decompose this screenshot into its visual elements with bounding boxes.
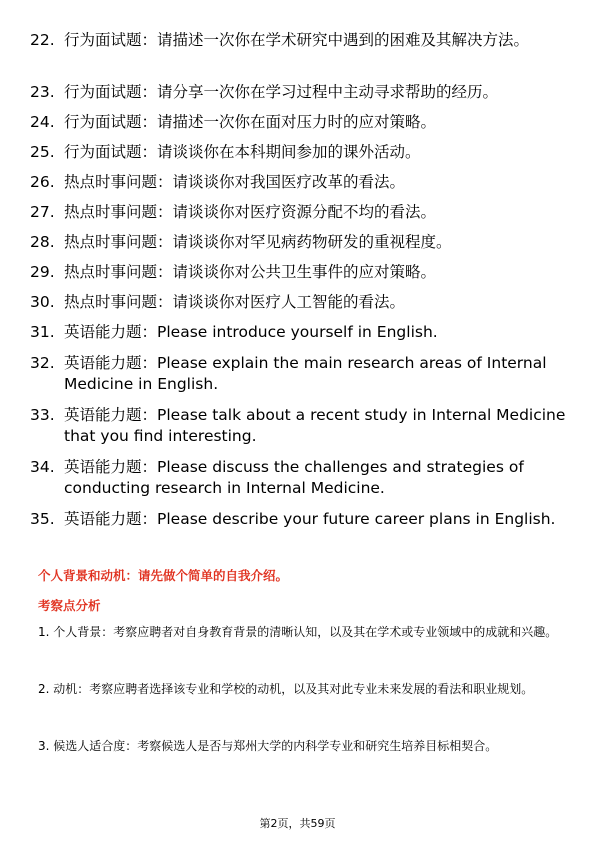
question-number: 27. [30, 203, 55, 221]
question-text: 英语能力题：Please talk about a recent study in Internal Medicine that you find interesting. [64, 406, 566, 445]
question-number: 30. [30, 293, 55, 311]
question-text: 英语能力题：Please introduce yourself in English. [64, 323, 438, 341]
question-text: 热点时事问题：请谈谈你对罕见病药物研发的重视程度。 [64, 233, 452, 251]
question-number: 26. [30, 173, 55, 191]
question-text: 热点时事问题：请谈谈你对公共卫生事件的应对策略。 [64, 263, 437, 281]
question-number: 35. [30, 510, 55, 528]
question-text: 英语能力题：Please discuss the challenges and strategies of conducting research in Internal Medicine. [64, 458, 524, 497]
section-title: 个人背景和动机：请先做个简单的自我介绍。 [38, 568, 289, 583]
question-text: 行为面试题：请描述一次你在学术研究中遇到的困难及其解决方法。 [64, 31, 530, 49]
analysis-item: 2. 动机：考察应聘者选择该专业和学校的动机，以及其对此专业未来发展的看法和职业规划。 [38, 682, 534, 696]
question-number: 33. [30, 406, 55, 424]
question-number: 22. [30, 31, 55, 49]
analysis-item: 3. 候选人适合度：考察候选人是否与郑州大学的内科学专业和研究生培养目标相契合。 [38, 739, 498, 753]
question-number: 34. [30, 458, 55, 476]
question-number: 32. [30, 354, 55, 372]
question-text: 行为面试题：请谈谈你在本科期间参加的课外活动。 [64, 143, 421, 161]
page-number: 第2页，共59页 [259, 817, 336, 830]
question-text: 英语能力题：Please explain the main research areas of Internal Medicine in English. [64, 354, 547, 393]
question-number: 29. [30, 263, 55, 281]
question-number: 24. [30, 113, 55, 131]
question-number: 25. [30, 143, 55, 161]
question-text: 热点时事问题：请谈谈你对医疗资源分配不均的看法。 [64, 203, 437, 221]
question-text: 热点时事问题：请谈谈你对医疗人工智能的看法。 [64, 293, 406, 311]
analysis-item: 1. 个人背景：考察应聘者对自身教育背景的清晰认知，以及其在学术或专业领域中的成就和兴趣。 [38, 625, 558, 639]
question-text: 英语能力题：Please describe your future career plans in English. [64, 510, 556, 528]
question-text: 行为面试题：请描述一次你在面对压力时的应对策略。 [64, 113, 437, 131]
question-text: 行为面试题：请分享一次你在学习过程中主动寻求帮助的经历。 [64, 83, 499, 101]
question-text: 热点时事问题：请谈谈你对我国医疗改革的看法。 [64, 173, 406, 191]
question-number: 23. [30, 83, 55, 101]
analysis-title: 考察点分析 [38, 598, 101, 613]
question-number: 28. [30, 233, 55, 251]
question-number: 31. [30, 323, 55, 341]
